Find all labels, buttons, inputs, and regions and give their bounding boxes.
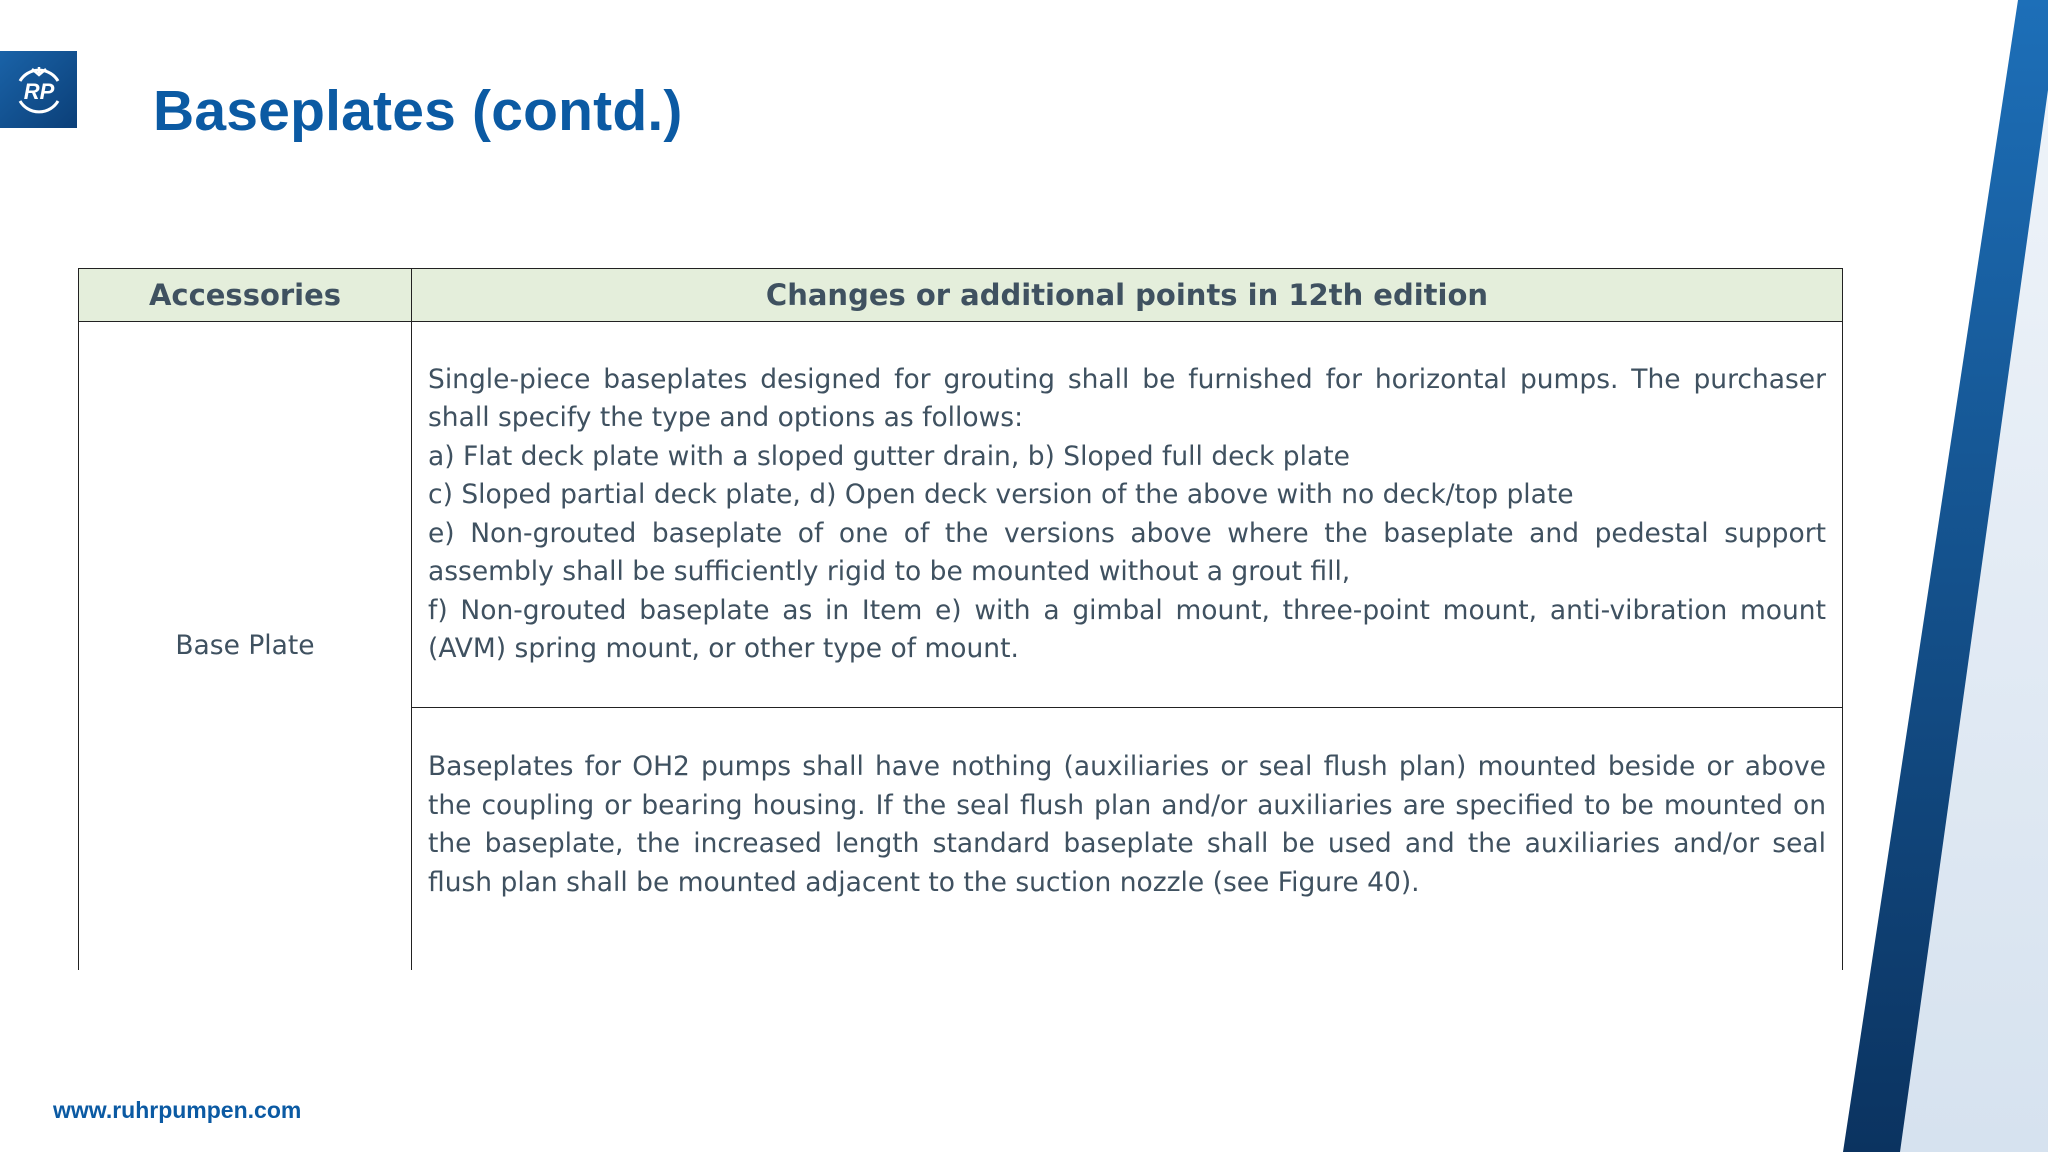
slide-title: Baseplates (contd.) (153, 79, 683, 143)
point-option-e: e) Non-grouted baseplate of one of the versions above where the baseplate and pedestal support assembly shall be sufficiently rigid to be mounted without a grout fill, (428, 517, 1826, 587)
point-option-cd: c) Sloped partial deck plate, d) Open deck version of the above with no deck/top plate (428, 479, 1574, 510)
table-row (79, 322, 1843, 708)
header-accessories: Accessories (79, 269, 412, 322)
logo-text: RP (23, 78, 54, 104)
table-header-row (79, 269, 1843, 322)
accessory-name-cell: Base Plate (79, 322, 412, 971)
comparison-table (78, 268, 1843, 970)
point-option-f: f) Non-grouted baseplate as in Item e) with a gimbal mount, three-point mount, anti-vibration mount (AVM) spring mount, or other type of mount. (428, 594, 1826, 664)
footer-website-link[interactable]: www.ruhrpumpen.com (53, 1097, 302, 1123)
logo-emblem-icon (8, 59, 70, 121)
change-point-cell-1 (412, 322, 1843, 708)
point-intro: Single-piece baseplates designed for grouting shall be furnished for horizontal pumps. The purchaser shall specify the type and options as follows: (428, 363, 1826, 433)
comparison-table-container (78, 268, 1842, 933)
decorative-blue-stripe (1828, 0, 2048, 1152)
header-changes: Changes or additional points in 12th edition (412, 269, 1843, 322)
change-point-cell-2: Baseplates for OH2 pumps shall have nothing (auxiliaries or seal flush plan) mounted beside or above the coupling or bearing housing. If the seal flush plan and/or auxiliaries are specified to be mounted on the baseplate, the increased length standard baseplate shall be used and the auxiliaries and/or seal flush plan shall be mounted adjacent to the suction nozzle (see Figure 40). (412, 708, 1843, 971)
point-option-ab: a) Flat deck plate with a sloped gutter drain, b) Sloped full deck plate (428, 440, 1350, 472)
company-logo (0, 51, 77, 128)
